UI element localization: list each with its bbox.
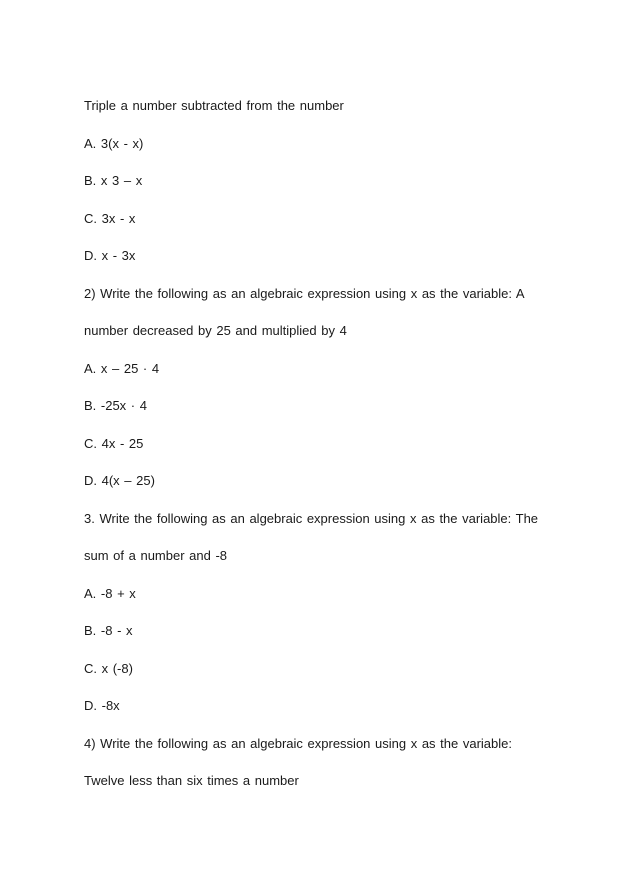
question-1-option-c: C. 3x - x [84, 211, 136, 226]
question-3-stem-line-2: sum of a number and -8 [84, 548, 228, 563]
question-2-option-b: B. -25x · 4 [84, 398, 147, 413]
question-3-option-d: D. -8x [84, 698, 120, 713]
question-1-option-b: B. x 3 – x [84, 173, 143, 188]
question-1-stem: Triple a number subtracted from the number [84, 98, 344, 113]
question-2-stem-line-2: number decreased by 25 and multiplied by 4 [84, 323, 347, 338]
question-2-option-a: A. x – 25 · 4 [84, 361, 160, 376]
question-3-stem-line-1: 3. Write the following as an algebraic expression using x as the variable: The [84, 511, 539, 526]
question-3-option-a: A. -8 + x [84, 586, 136, 601]
question-1-option-a: A. 3(x - x) [84, 136, 144, 151]
question-1-option-d: D. x - 3x [84, 248, 136, 263]
question-2-option-c: C. 4x - 25 [84, 436, 144, 451]
question-4-stem-line-1: 4) Write the following as an algebraic expression using x as the variable: [84, 736, 512, 751]
question-2-stem-line-1: 2) Write the following as an algebraic expression using x as the variable: A [84, 286, 525, 301]
question-3-option-b: B. -8 - x [84, 623, 133, 638]
question-4-stem-line-2: Twelve less than six times a number [84, 773, 299, 788]
question-2-option-d: D. 4(x – 25) [84, 473, 155, 488]
question-3-option-c: C. x (-8) [84, 661, 133, 676]
